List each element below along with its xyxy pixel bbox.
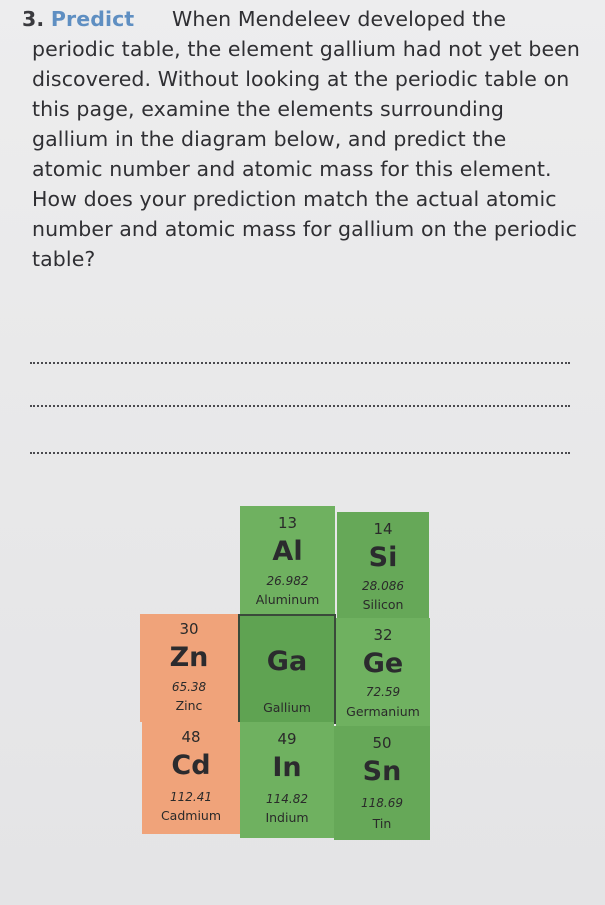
element-symbol: In	[272, 752, 302, 783]
answer-line[interactable]	[30, 452, 570, 454]
atomic-number: 13	[277, 514, 298, 532]
element-symbol: Zn	[169, 642, 209, 673]
atomic-number: 50	[372, 734, 392, 752]
atomic-mass: 118.69	[361, 796, 403, 810]
element-name: Silicon	[362, 597, 404, 612]
atomic-mass: 65.38	[171, 680, 207, 694]
periodic-table-excerpt	[140, 506, 440, 846]
element-name: Zinc	[175, 698, 203, 713]
answer-line[interactable]	[30, 405, 570, 407]
atomic-mass: 26.982	[266, 574, 309, 588]
element-cell-indium	[240, 722, 334, 838]
atomic-number: 49	[277, 730, 297, 748]
element-name: Germanium	[346, 704, 420, 719]
element-symbol: Ge	[362, 648, 404, 679]
element-cell-tin	[334, 726, 430, 840]
element-cell-germanium	[336, 618, 430, 726]
element-cell-aluminum	[240, 506, 335, 614]
question-number: 3.	[22, 7, 45, 31]
atomic-mass: 72.59	[365, 685, 401, 699]
element-name: Aluminum	[255, 592, 320, 607]
element-name: Tin	[372, 816, 392, 831]
element-cell-zinc	[140, 614, 238, 722]
element-symbol: Si	[368, 542, 398, 573]
question-text-block	[22, 4, 582, 274]
atomic-number: 32	[373, 626, 393, 644]
element-symbol: Sn	[362, 756, 402, 787]
element-cell-silicon	[337, 512, 429, 618]
atomic-number: 48	[181, 728, 201, 746]
element-symbol: Cd	[171, 750, 211, 781]
answer-line[interactable]	[30, 362, 570, 364]
atomic-number: 30	[179, 620, 199, 638]
element-cell-cadmium	[142, 722, 240, 834]
question-keyword: Predict	[50, 7, 135, 31]
atomic-mass: 28.086	[362, 579, 404, 593]
atomic-mass: 112.41	[170, 790, 212, 804]
atomic-mass: 114.82	[266, 792, 308, 806]
element-cell-gallium	[240, 616, 334, 722]
atomic-number: 14	[373, 520, 393, 538]
element-name: Indium	[265, 810, 309, 825]
element-symbol: Ga	[266, 646, 308, 677]
element-symbol: Al	[272, 536, 303, 567]
element-name: Gallium	[263, 700, 311, 715]
question-body: When Mendeleev developed the periodic table, the element gallium had not yet been discovered. Without looking at the periodic table on this page, examine the elements surrounding gallium in the diagram below, and predict the atomic number and atomic mass for this element. How does your prediction match the actual atomic number and atomic mass for gallium on the periodic table?	[32, 7, 580, 271]
element-name: Cadmium	[160, 808, 222, 823]
